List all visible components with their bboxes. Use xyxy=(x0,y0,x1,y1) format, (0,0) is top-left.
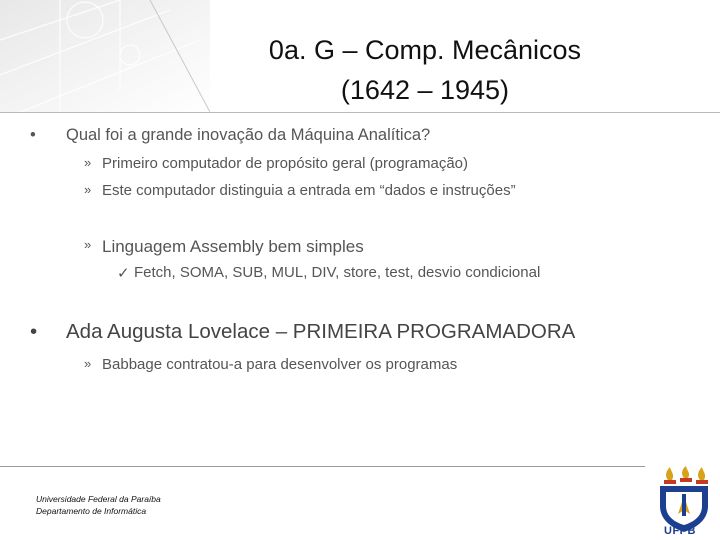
bullet-dot: • xyxy=(30,320,38,343)
bullet-text: Babbage contratou-a para desenvolver os programas xyxy=(102,356,458,373)
check-icon: ✓ xyxy=(117,265,130,282)
corner-decoration xyxy=(0,0,210,112)
title-line-2: (1642 – 1945) xyxy=(340,75,510,105)
footer-university: Universidade Federal da Paraíba xyxy=(36,494,161,504)
logo-flames xyxy=(664,466,708,484)
bullet-marker: » xyxy=(84,155,92,170)
title-divider xyxy=(0,112,720,113)
bullet-marker: » xyxy=(84,182,92,197)
ufpb-logo-text: UFPB xyxy=(664,525,696,537)
footer-divider xyxy=(0,466,645,467)
footer-department: Departamento de Informática xyxy=(36,506,147,516)
bullet-text: Ada Augusta Lovelace – PRIMEIRA PROGRAMADORA xyxy=(66,320,576,343)
bullet-text: Primeiro computador de propósito geral (programação) xyxy=(102,155,469,172)
bullet-text: Linguagem Assembly bem simples xyxy=(102,237,364,256)
bullet-marker: » xyxy=(84,237,92,252)
title-line-1: 0a. G – Comp. Mecânicos xyxy=(268,35,582,65)
bullet-text: Este computador distinguia a entrada em “dados e instruções” xyxy=(102,182,516,199)
bullet-dot: • xyxy=(30,126,36,144)
bullet-marker: » xyxy=(84,356,92,371)
bullet-text: Qual foi a grande inovação da Máquina Analítica? xyxy=(66,126,431,144)
bullet-text: Fetch, SOMA, SUB, MUL, DIV, store, test, desvio condicional xyxy=(134,264,541,281)
slide-title xyxy=(200,30,650,110)
